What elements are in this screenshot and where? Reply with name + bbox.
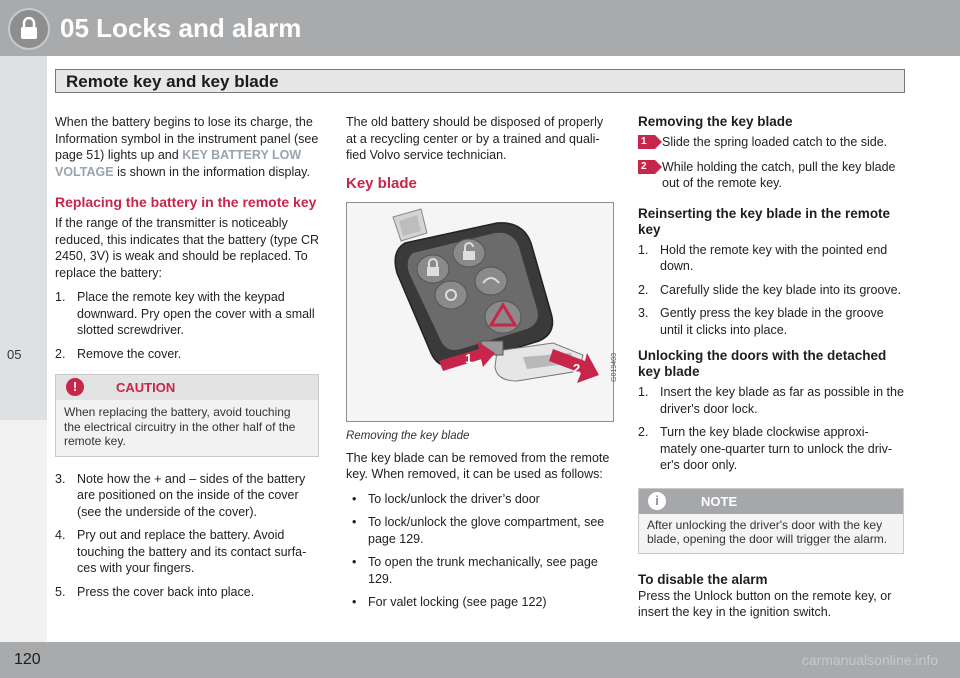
figure-label-1: 1 bbox=[465, 351, 473, 366]
battery-steps-list-continued bbox=[55, 471, 323, 601]
disable-alarm-text: Press the Unlock button on the remote key, or insert the key in the ignition switch. bbox=[638, 588, 892, 619]
list-item: • To lock/unlock the glove compartment, see page 129. bbox=[352, 515, 605, 546]
replacing-battery-heading: Replacing the battery in the remote key bbox=[55, 194, 317, 210]
column-middle bbox=[346, 114, 618, 618]
page-number: 120 bbox=[14, 651, 41, 668]
list-item: • For valet locking (see page 122) bbox=[352, 595, 547, 609]
list-item: 1. Place the remote key with the keypad downward. Pry open the cover with a small slotted screwdriver. bbox=[55, 290, 315, 337]
column-left bbox=[55, 114, 323, 610]
caution-label: CAUTION bbox=[116, 380, 176, 395]
side-tab-lower bbox=[0, 420, 47, 642]
intro-paragraph bbox=[55, 114, 323, 180]
column-right bbox=[638, 114, 906, 629]
figure-caption: Removing the key blade bbox=[346, 430, 470, 442]
key-blade-illustration bbox=[346, 202, 618, 422]
note-box bbox=[638, 488, 904, 554]
intro-text-2: is shown in the information display. bbox=[117, 164, 310, 179]
replacing-battery-text: If the range of the transmitter is noticeably reduced, this indicates that the battery (type CR 2450, 3V) is weak and should be replaced. To replace the battery: bbox=[55, 216, 320, 280]
key-blade-uses-list bbox=[346, 491, 614, 611]
warning-icon: ! bbox=[66, 378, 84, 396]
list-item: 2. Turn the key blade clockwise approxi- mately one-quarter turn to unlock the driv- er's door only. bbox=[638, 425, 893, 472]
unlocking-doors-heading: Unlocking the doors with the detached key blade bbox=[638, 348, 887, 379]
key-blade-text: The key blade can be removed from the remote key. When removed, it can be used as follows: bbox=[346, 450, 610, 481]
disposal-text: The old battery should be disposed of properly at a recycling center or by a trained and quali- fied Volvo service technician. bbox=[346, 115, 604, 162]
list-item: 3. Gently press the key blade in the groove until it clicks into place. bbox=[638, 306, 884, 337]
disable-alarm-heading: To disable the alarm bbox=[638, 571, 768, 587]
note-text: After unlocking the driver's door with the key blade, opening the door will trigger the alarm. bbox=[647, 517, 888, 546]
side-tab bbox=[0, 56, 47, 420]
list-item: 5. Press the cover back into place. bbox=[55, 584, 255, 599]
remote-key-icon bbox=[347, 203, 613, 421]
list-item: 1. Insert the key blade as far as possible in the driver's door lock. bbox=[638, 385, 904, 416]
battery-steps-list bbox=[55, 289, 323, 362]
note-label: NOTE bbox=[701, 493, 738, 509]
page-footer-bar bbox=[0, 642, 960, 678]
section-title: Remote key and key blade bbox=[66, 72, 279, 91]
figure-code: G019403 bbox=[611, 353, 618, 382]
key-blade-heading: Key blade bbox=[346, 174, 417, 192]
section-title-bar bbox=[55, 69, 905, 93]
list-item: 3. Note how the + and – sides of the battery are positioned on the inside of the cover (see the underside of the cover). bbox=[55, 471, 306, 519]
step-marker-icon: 1 bbox=[638, 135, 655, 149]
intro-text-1: When the battery begins to lose its charge, the Information symbol in the instrument panel (see page 51) lights up and bbox=[55, 115, 319, 162]
chapter-header-bar bbox=[0, 0, 960, 56]
list-item: • To open the trunk mechanically, see page 129. bbox=[352, 555, 598, 586]
unlocking-steps-list bbox=[638, 384, 906, 474]
list-item: • To lock/unlock the driver’s door bbox=[352, 491, 540, 506]
list-item: 2 While holding the catch, pull the key blade out of the remote key. bbox=[638, 159, 906, 192]
lock-icon bbox=[8, 8, 50, 50]
watermark: carmanualsonline.info bbox=[801, 652, 938, 668]
step-marker-icon: 2 bbox=[638, 160, 655, 174]
chapter-title: 05 Locks and alarm bbox=[60, 13, 302, 43]
list-item: 2. Carefully slide the key blade into its groove. bbox=[638, 282, 902, 297]
list-item: 4. Pry out and replace the battery. Avoid touching the battery and its contact surfa- ces with your fingers. bbox=[55, 528, 307, 575]
list-item: 1. Hold the remote key with the pointed end down. bbox=[638, 242, 888, 273]
reinserting-steps-list bbox=[638, 242, 906, 339]
side-chapter-number: 05 bbox=[7, 347, 22, 362]
reinserting-key-blade-heading: Reinserting the key blade in the remote key bbox=[638, 205, 891, 237]
list-item: 2. Remove the cover. bbox=[55, 346, 182, 361]
caution-text: When replacing the battery, avoid touching the electrical circuitry in the other half of the remote key. bbox=[64, 405, 296, 448]
figure-label-2: 2 bbox=[573, 361, 581, 376]
key-battery-low-voltage-message: KEY BATTERY LOW VOLTAGE bbox=[55, 148, 302, 179]
list-item: 1 Slide the spring loaded catch to the side. bbox=[638, 134, 906, 151]
removing-key-blade-heading: Removing the key blade bbox=[638, 114, 793, 129]
info-icon: i bbox=[648, 492, 666, 510]
caution-box bbox=[55, 374, 319, 457]
